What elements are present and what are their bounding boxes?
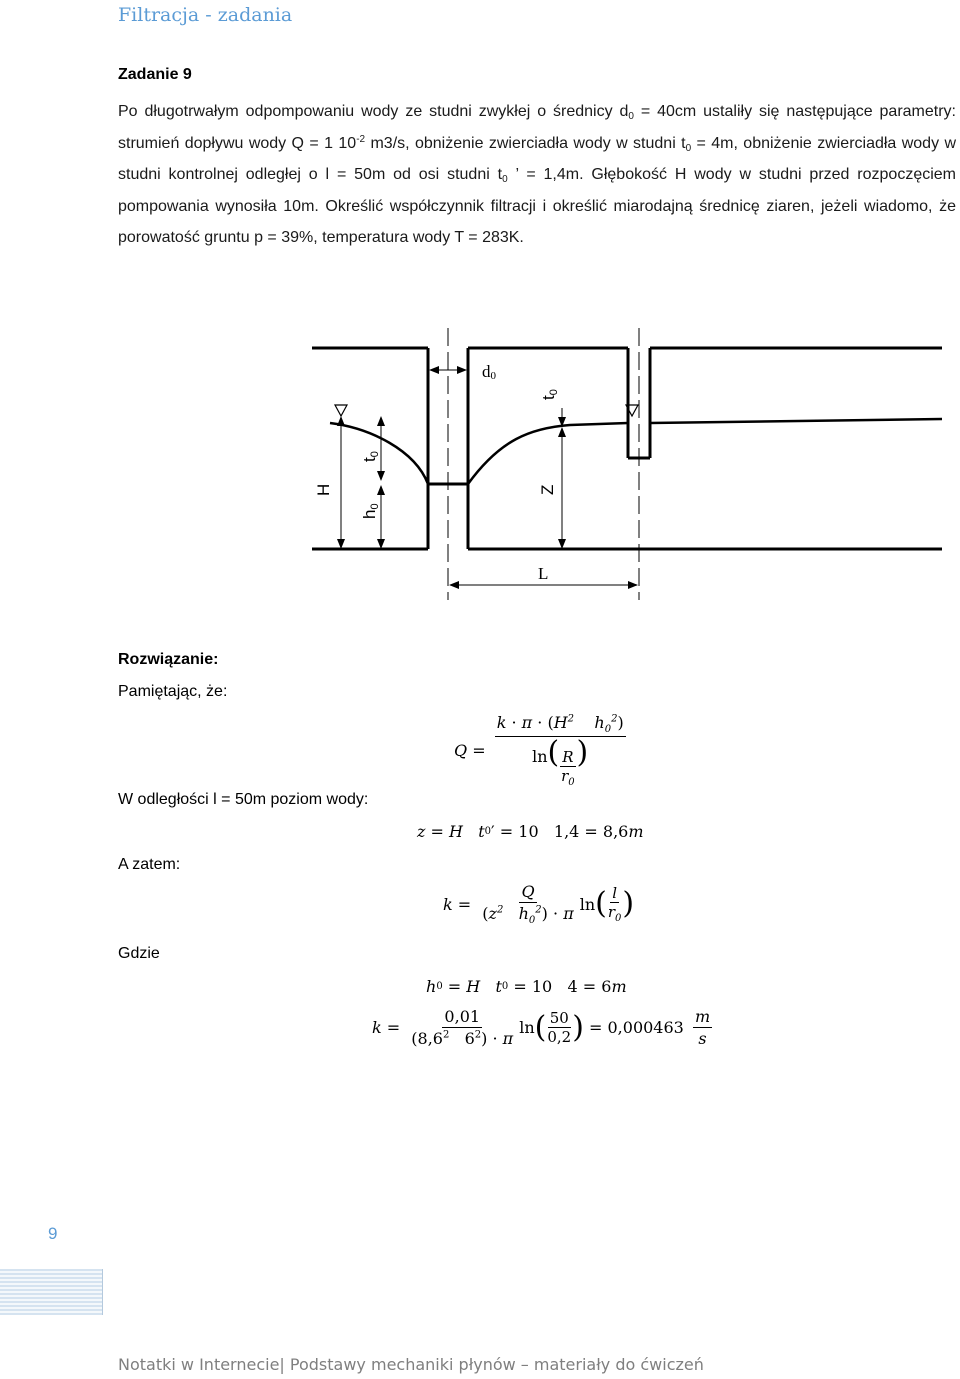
- distance-text: W odległości l = 50m poziom wody:: [118, 791, 369, 808]
- task-text-part: ’ = 1,4m. Głębokość H wody w studni przed rozpoczęciem pompowania wynosiła 10m. Określić współczynnik filtracji i określić miarodajną średnicę ziaren, jeżeli wiadomo, że porowatość gruntu p = 39%, temperatura wody T = 283K.: [118, 166, 957, 246]
- task-subscript: 0: [685, 142, 692, 154]
- task-text-part: m3/s, obniżenie zwierciadła wody w studni t: [365, 134, 686, 152]
- task-statement: [118, 96, 956, 254]
- thus-text: A zatem:: [118, 856, 181, 873]
- t0-prime-label: t0: [539, 389, 560, 400]
- solution-title: Rozwiązanie:: [118, 651, 219, 668]
- task-subscript: 0: [502, 174, 508, 185]
- task-text-part: = 4m, obniżenie zwierciadła wody w studni kontrolnej odległej o l = 50m od osi studni t: [118, 134, 956, 183]
- page-footer: Notatki w Internecie| Podstawy mechaniki płynów – materiały do ćwiczeń: [118, 1355, 704, 1374]
- H-label: H: [314, 483, 333, 496]
- Z-label: Z: [538, 484, 557, 495]
- equation-water-level: z = H t 0 ′ = 10 1,4 = 8,6 m: [417, 822, 644, 841]
- page-number: 9: [48, 1224, 58, 1243]
- L-label: L: [538, 564, 549, 583]
- task-superscript: -2: [356, 133, 366, 145]
- equation-h0: h 0 = H t 0 = 10 4 = 6 m: [426, 977, 627, 996]
- t0-label: t0: [360, 451, 381, 462]
- equation-final-result: k = $\frac{0,01}{(8,6^2 6^2) \cdot \pi}$ ln ( $\frac{50}{0,2}$ ) = 0,000463 $\frac{m}{s}$: [372, 1007, 711, 1048]
- page-corner-decoration: [0, 1269, 103, 1315]
- task-subscript: 0: [628, 111, 634, 122]
- well-diagram: [300, 320, 960, 620]
- water-level-marker: [335, 405, 347, 416]
- h0-label: h0: [360, 503, 381, 519]
- d0-label: d0: [482, 362, 496, 382]
- task-text-part: = 40cm ustaliły się następujące parametry: strumień dopływu wody Q = 1 10: [118, 103, 956, 152]
- document-header-title: Filtracja - zadania: [118, 4, 293, 26]
- equation-flow-rate: Q = $k \cdot \pi \cdot (H^2$ $h_0^2$) ln( $\frac{R}{r_0}$ ): [454, 713, 624, 789]
- equation-filtration-coefficient: k = $\frac{Q}{(z^2 h_0^2) \cdot \pi}$ ln ( $\frac{l}{r_0}$ ): [443, 882, 635, 927]
- task-text-part: Po długotrwałym odpompowaniu wody ze studni zwykłej o średnicy d: [118, 103, 629, 120]
- remember-text: Pamiętając, że:: [118, 683, 228, 700]
- where-text: Gdzie: [118, 945, 160, 962]
- depression-curve-right: [468, 419, 942, 484]
- task-title: Zadanie 9: [118, 66, 192, 83]
